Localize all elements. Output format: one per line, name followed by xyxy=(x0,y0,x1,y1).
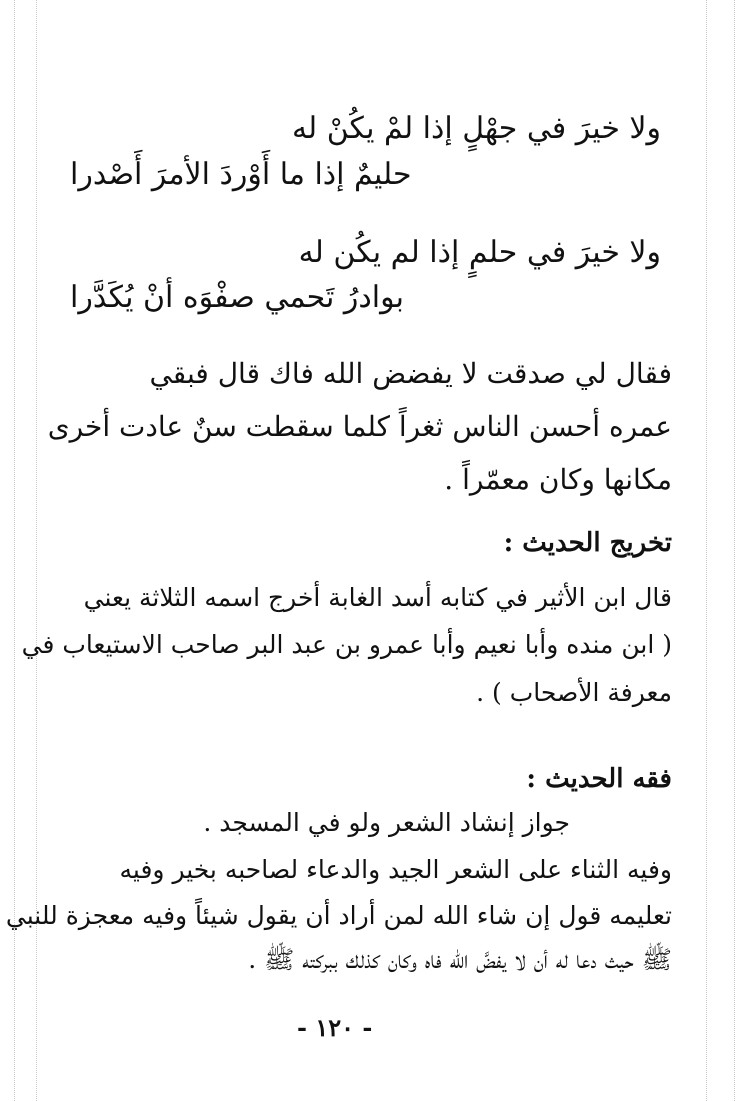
takhrij-line-3: معرفة الأصحاب ) . xyxy=(476,678,672,707)
poem-verse-2-second-hemistich: بوادرُ تَحمي صفْوَه أنْ يُكَدَّرا xyxy=(70,280,404,315)
scan-guide-line xyxy=(706,0,707,1101)
fiqh-line-4: ﷺ حيث دعا له أن لا يفضَّ الله فاه وكان كذلك ببركته ﷺ . xyxy=(248,945,672,974)
poem-verse-1-first-hemistich: ولا خيرَ في جهْلٍ إذا لمْ يكُنْ له xyxy=(291,111,661,146)
scan-guide-line xyxy=(36,0,37,1101)
scan-guide-line xyxy=(14,0,15,1101)
scan-guide-line xyxy=(734,0,735,1101)
fiqh-line-3: تعليمه قول إن شاء الله لمن أراد أن يقول شيئاً وفيه معجزة للنبي xyxy=(5,901,672,930)
narrative-line-1: فقال لي صدقت لا يفضض الله فاك قال فبقي xyxy=(149,357,672,390)
takhrij-line-2: ( ابن منده وأبا نعيم وأبا عمرو بن عبد البر صاحب الاستيعاب في xyxy=(21,630,672,659)
takhrij-line-1: قال ابن الأثير في كتابه أسد الغابة أخرج اسمه الثلاثة يعني xyxy=(83,583,672,612)
takhrij-heading: تخريج الحديث : xyxy=(503,528,672,558)
narrative-line-3: مكانها وكان معمّراً . xyxy=(444,463,672,496)
narrative-line-2: عمره أحسن الناس ثغراً كلما سقطت سنٌ عادت أخرى xyxy=(47,410,672,443)
page-number: - ١٢٠ - xyxy=(297,1013,373,1042)
fiqh-line-2: وفيه الثناء على الشعر الجيد والدعاء لصاحبه بخير وفيه xyxy=(119,855,672,884)
fiqh-heading: فقه الحديث : xyxy=(526,764,672,794)
fiqh-line-1: جواز إنشاد الشعر ولو في المسجد . xyxy=(203,808,570,837)
poem-verse-1-second-hemistich: حليمٌ إذا ما أَوْردَ الأمرَ أَصْدرا xyxy=(70,157,412,192)
poem-verse-2-first-hemistich: ولا خيرَ في حلمٍ إذا لم يكُن له xyxy=(298,235,661,270)
